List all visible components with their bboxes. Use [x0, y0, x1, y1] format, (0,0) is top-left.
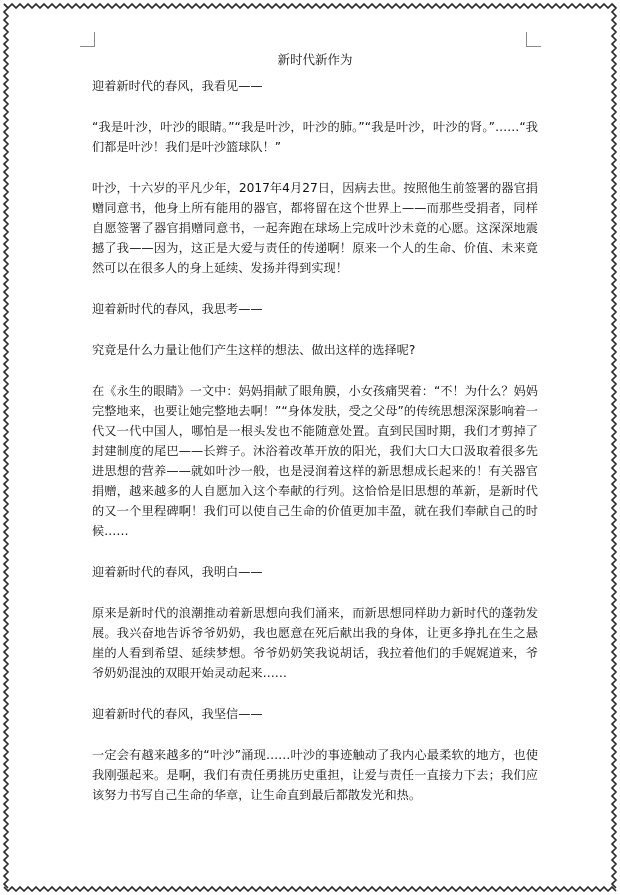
paragraph-yesha-story: 叶沙，十六岁的平凡少年，2017年4月27日，因病去世。按照他生前签署的器官捐赠同意书，他身上所有能用的器官，都将留在这个世界上——而那些受捐者，同样自愿签署了器官捐赠同意书，一起奔跑在球场上完成叶沙未竟的心愿。这深深地震撼了我——因为，这正是大爱与责任的传递啊！原来一个人的生命、价值、未来竟然可以在很多人的身上延续、发扬并得到实现！ [92, 181, 538, 275]
border-zigzag-line [4, 4, 616, 8]
paragraph-question: 究竟是什么力量让他们产生这样的想法、做出这样的选择呢? [92, 343, 416, 357]
margin-corner-mark-right [526, 32, 541, 47]
paragraph-eternal-eyes: 在《永生的眼睛》一文中：妈妈捐献了眼角膜，小女孩痛哭着：“不！为什么？妈妈完整地来，也要让她完整地去啊！”“身体发肤，受之父母”的传统思想深深影响着一代又一代中国人，哪怕是一根头发也不能随意处置。直到民国时期，我们才剪掉了封建制度的尾巴——长辫子。沐浴着改革开放的阳光，我们大口大口汲取着很多先进思想的营养——就如叶沙一般，也是浸润着这样的新思想成长起来的！有关器官捐赠，越来越多的人自愿加入这个奉献的行列。这恰恰是旧思想的革新，是新时代的又一个里程碑啊！我们可以使自己生命的价值更加丰盈，就在我们奉献自己的时候…… [92, 384, 538, 538]
border-zigzag-line [4, 4, 8, 888]
margin-corner-mark-left [80, 32, 95, 47]
document-body [92, 50, 538, 826]
section-heading-understand: 迎着新时代的春风，我明白—— [92, 565, 263, 579]
border-zigzag-line [4, 887, 616, 891]
paragraph-conclusion: 一定会有越来越多的“叶沙”涌现……叶沙的事迹触动了我内心最柔软的地方，也使我刚强起来。是啊，我们有责任勇挑历史重担，让爱与责任一直接力下去；我们应该努力书写自己生命的华章，让生命直到最后都散发光和热。 [92, 748, 538, 802]
section-heading-believe: 迎着新时代的春风，我坚信—— [92, 707, 263, 721]
section-heading-think: 迎着新时代的春风，我思考—— [92, 302, 263, 316]
document-title: 新时代新作为 [277, 52, 353, 67]
paragraph-new-era: 原来是新时代的浪潮推动着新思想向我们涌来，而新思想同样助力新时代的蓬勃发展。我兴奋地告诉爷爷奶奶，我也愿意在死后献出我的身体，让更多挣扎在生之悬崖的人看到希望、延续梦想。爷爷奶奶笑我说胡话，我拉着他们的手娓娓道来，爷爷奶奶混浊的双眼开始灵动起来…… [92, 606, 538, 680]
paragraph-quotes: “我是叶沙，叶沙的眼睛。”“我是叶沙，叶沙的肺。”“我是叶沙，叶沙的肾。”……“我们都是叶沙！我们是叶沙篮球队！” [92, 120, 538, 154]
border-zigzag-line [612, 4, 616, 888]
section-heading-see: 迎着新时代的春风，我看见—— [92, 79, 263, 93]
